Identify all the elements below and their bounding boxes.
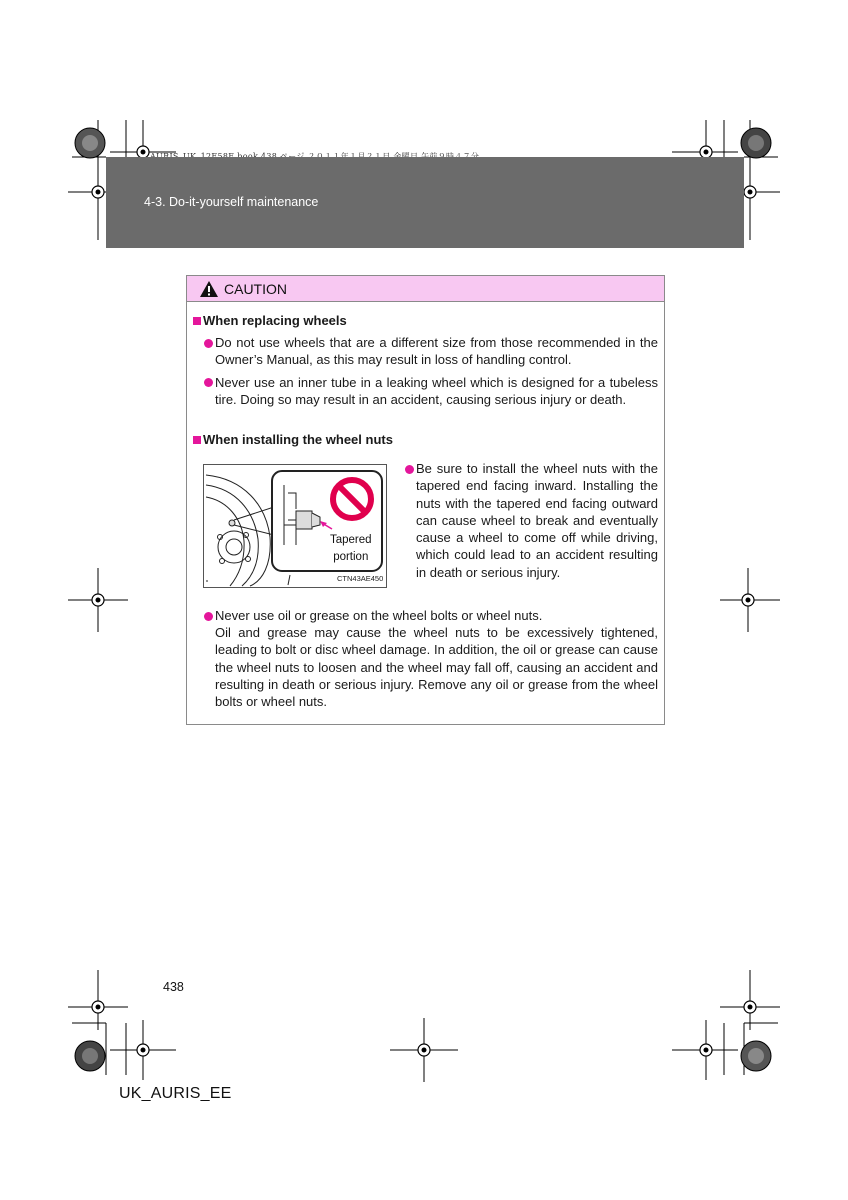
section-heading: When replacing wheels (203, 313, 347, 328)
list-bullet (204, 378, 213, 387)
list-item: Be sure to install the wheel nuts with the tapered end facing inward. Installing the nuts with the tapered end facing outward can cause wheel to break and eventually cause a wheel to come off while driving, which could lead to an accident resulting in death or serious injury. (416, 461, 658, 580)
page-number: 438 (163, 980, 184, 994)
list-bullet (204, 339, 213, 348)
section-bullet (193, 436, 201, 444)
list-item: Never use oil or grease on the wheel bolts or wheel nuts. (215, 608, 543, 623)
figure-code: CTN43AE450 (337, 574, 384, 583)
figure-label-line: Tapered (330, 534, 372, 546)
list-item-continuation: Oil and grease may cause the wheel nuts to be excessively tightened, leading to bolt or disc wheel damage. In addition, the oil or grease can cause the wheel nuts to loosen and the wheel may fall off, causing an accident and resulting in death or serious injury. Remove any oil or grease from the wheel bolts or wheel nuts. (215, 625, 658, 710)
footer-code: UK_AURIS_EE (119, 1085, 232, 1102)
wheel-nut-figure (203, 464, 387, 588)
tapered-portion-label (330, 532, 372, 565)
list-item: Never use an inner tube in a leaking wheel which is designed for a tubeless tire. Doing so may result in an accident, causing serious injury or death. (215, 375, 658, 408)
prohibition-icon (333, 480, 371, 518)
section-title: 4-3. Do-it-yourself maintenance (144, 195, 319, 209)
list-bullet (405, 465, 414, 474)
wheel-nut-illustration (204, 465, 386, 587)
caution-label: CAUTION (224, 281, 287, 297)
warning-icon (199, 280, 219, 298)
figure-label-line: portion (333, 550, 369, 563)
section-bullet (193, 317, 201, 325)
list-bullet (204, 612, 213, 621)
list-item: Do not use wheels that are a different size from those recommended in the Owner’s Manual, as this may result in loss of handling control. (215, 335, 658, 368)
section-heading: When installing the wheel nuts (203, 432, 393, 447)
caution-header (187, 276, 664, 302)
caution-box (186, 275, 665, 725)
